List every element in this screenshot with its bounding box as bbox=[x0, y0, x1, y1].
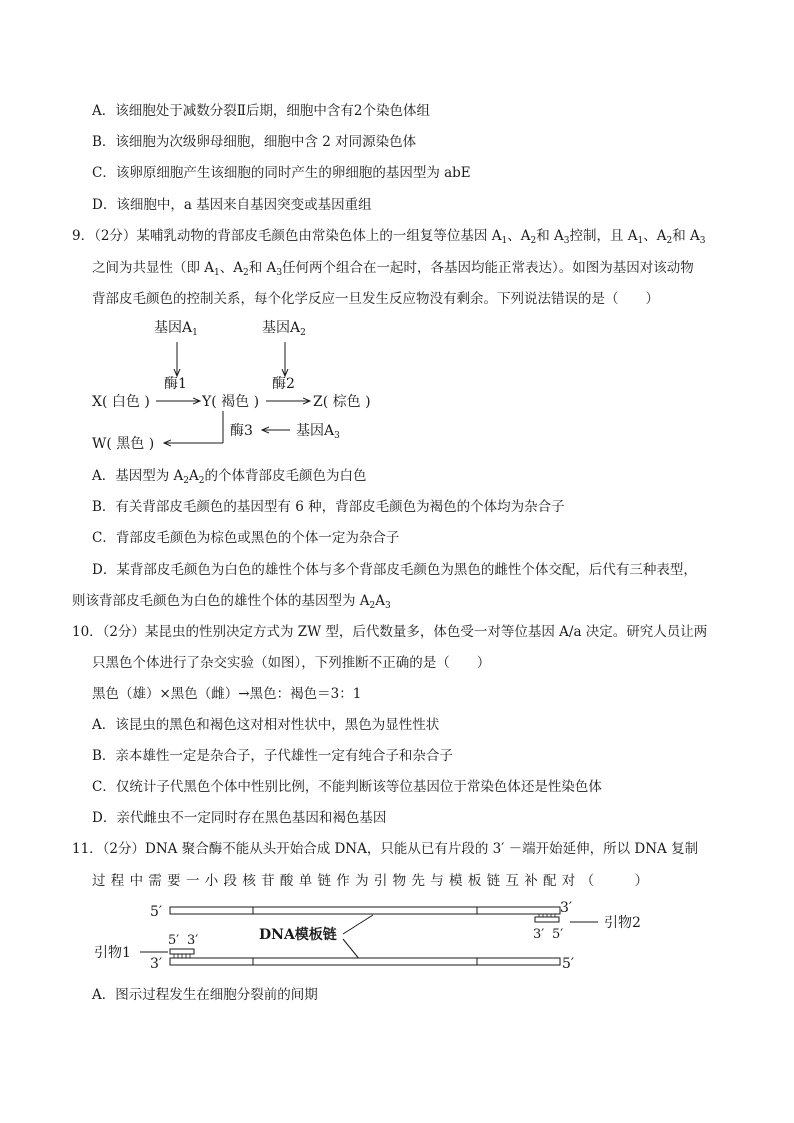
q9-stem-line-1: 9．（2分）某哺乳动物的背部皮毛颜色由常染色体上的一组复等位基因 $A_1$、$A_2$和 $A_3$控制，且 $A_1$、$A_2$和 $A_3$ bbox=[72, 228, 706, 246]
q8-option-a: A．该细胞处于减数分裂Ⅱ后期，细胞中含有2个染色体组 bbox=[92, 103, 431, 119]
q9-option-d-line-2: 则该背部皮毛颜色为白色的雄性个体的基因型为 $A_2A_3$ bbox=[72, 593, 391, 611]
q11-stem-line-1: 11．（2分）DNA 聚合酶不能从头开始合成 DNA，只能从已有片段的 3′ －端开始延伸，所以 DNA 复制 bbox=[72, 841, 699, 857]
gene-pathway-diagram bbox=[80, 310, 380, 460]
gene-a3-label: 基因$A_3$ bbox=[296, 423, 340, 441]
primer-2-5-prime: 5′ bbox=[552, 927, 564, 942]
top-strand-3-prime: 3′ bbox=[560, 900, 573, 916]
enzyme-2-label: 酶2 bbox=[272, 376, 295, 392]
bottom-strand-3-prime: 3′ bbox=[150, 956, 163, 972]
q8-option-b: B．该细胞为次级卵母细胞，细胞中含 2 对同源染色体 bbox=[92, 134, 417, 150]
q10-cross-result: 黑色（雄）×黑色（雌）→黑色：褐色＝3：1 bbox=[92, 686, 362, 702]
q10-option-a: A．该昆虫的黑色和褐色这对相对性状中，黑色为显性性状 bbox=[92, 717, 440, 733]
top-strand-5-prime: 5′ bbox=[150, 904, 163, 920]
primer-1 bbox=[170, 949, 194, 954]
primer-1-3-prime: 3′ bbox=[187, 933, 199, 948]
substance-y: Y( 褐色 ) bbox=[202, 394, 260, 410]
gene-a2-label: 基因$A_2$ bbox=[262, 320, 306, 338]
substance-z: Z( 棕色 ) bbox=[313, 394, 371, 410]
q9-option-d-line-1: D．某背部皮毛颜色为白色的雄性个体与多个背部皮毛颜色为黑色的雌性个体交配，后代有三种表型， bbox=[92, 562, 697, 578]
q10-stem-line-2: 只黑色个体进行了杂交实验（如图），下列推断不正确的是（ ） bbox=[92, 655, 491, 671]
q11-option-a: A．图示过程发生在细胞分裂前的间期 bbox=[92, 987, 318, 1003]
q10-option-d: D．亲代雌虫不一定同时存在黑色基因和褐色基因 bbox=[92, 810, 387, 826]
q9-option-b: B．有关背部皮毛颜色的基因型有 6 种，背部皮毛颜色为褐色的个体均为杂合子 bbox=[92, 499, 565, 515]
primer-1-label: 引物1 bbox=[94, 945, 131, 961]
q9-option-c: C．背部皮毛颜色为棕色或黑色的个体一定为杂合子 bbox=[92, 530, 400, 546]
substance-x: X( 白色 ) bbox=[92, 394, 150, 410]
q8-option-d: D．该细胞中，a 基因来自基因突变或基因重组 bbox=[92, 197, 372, 213]
q11-stem-line-2: 过 程 中 需 要 一 小 段 核 苷 酸 单 链 作 为 引 物 先 与 模 板 链 互 补 配 对 （ ） bbox=[92, 873, 649, 889]
q10-stem-line-1: 10．（2分）某昆虫的性别决定方式为 ZW 型，后代数量多，体色受一对等位基因 A/a 决定。研究人员让两 bbox=[72, 624, 708, 640]
q9-stem-line-3: 背部皮毛颜色的控制关系，每个化学反应一旦发生反应物没有剩余。下列说法错误的是（ ） bbox=[92, 291, 659, 307]
top-strand bbox=[170, 907, 560, 914]
dna-primer-diagram bbox=[90, 896, 670, 976]
q9-option-a: A．基因型为 $A_2A_2$的个体背部皮毛颜色为白色 bbox=[92, 468, 367, 486]
q10-option-b: B．亲本雄性一定是杂合子，子代雄性一定有纯合子和杂合子 bbox=[92, 748, 453, 764]
template-strand-label: DNA模板链 bbox=[259, 927, 337, 943]
enzyme-1-label: 酶1 bbox=[164, 376, 187, 392]
enzyme-3-label: 酶3 bbox=[230, 423, 253, 439]
substance-w: W( 黑色 ) bbox=[92, 436, 155, 452]
bottom-strand bbox=[170, 958, 560, 965]
q9-stem-line-2: 之间为共显性（即 $A_1$、$A_2$和 $A_3$任何两个组合在一起时，各基因均能正常表达）。如图为基因对该动物 bbox=[92, 260, 694, 278]
primer-2-3-prime: 3′ bbox=[533, 927, 545, 942]
bottom-strand-5-prime: 5′ bbox=[562, 956, 575, 972]
q8-option-c: C．该卵原细胞产生该细胞的同时产生的卵细胞的基因型为 abE bbox=[92, 165, 471, 181]
gene-a1-label: 基因$A_1$ bbox=[154, 320, 198, 338]
primer-2-label: 引物2 bbox=[604, 915, 641, 931]
q10-option-c: C．仅统计子代黑色个体中性别比例，不能判断该等位基因位于常染色体还是性染色体 bbox=[92, 779, 602, 795]
primer-1-5-prime: 5′ bbox=[168, 933, 180, 948]
primer-2 bbox=[535, 917, 559, 922]
